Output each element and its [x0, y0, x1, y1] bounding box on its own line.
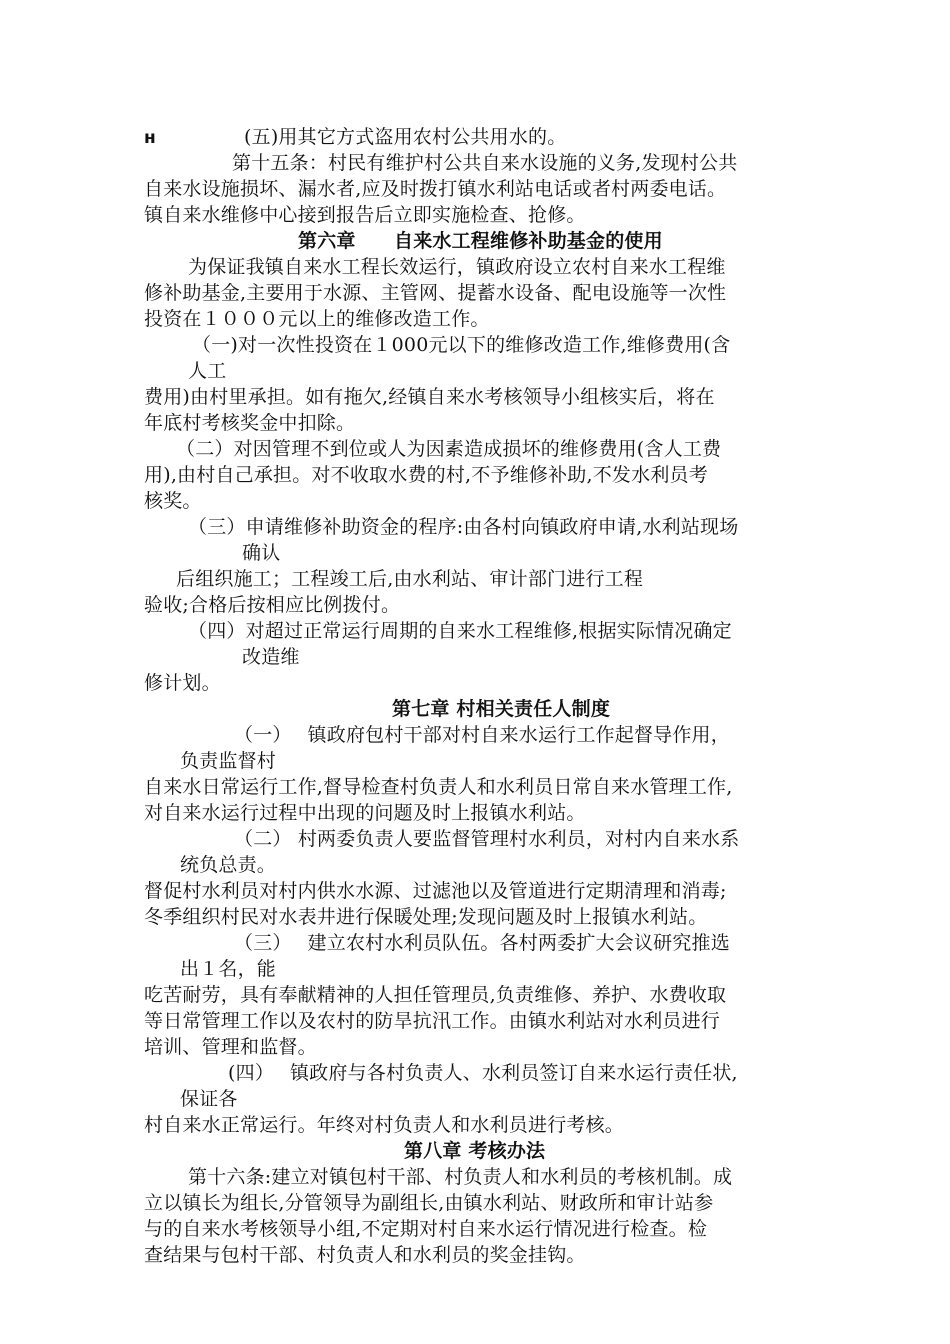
text-line: （一)对一次性投资在１000元以下的维修改造工作,维修费用(含 — [192, 334, 731, 356]
chapter-heading: 第六章 自来水工程维修补助基金的使用 — [298, 230, 663, 252]
text-line: （一） 镇政府包村干部对村自来水运行工作起督导作用， — [234, 724, 730, 746]
text-line: （二） 村两委负责人要监督管理村水利员，对村内自来水系 — [234, 828, 740, 850]
text-line: 自来水日常运行工作,督导检查村负责人和水利员日常自来水管理工作, — [144, 776, 733, 798]
text-line: 修计划。 — [144, 672, 221, 694]
text-line: 对自来水运行过程中出现的问题及时上报镇水利站。 — [144, 802, 586, 824]
text-line: 人工 — [188, 360, 227, 382]
chapter-heading: 第八章 考核办法 — [404, 1140, 546, 1162]
text-line: 修补助基金,主要用于水源、主管网、提蓄水设备、配电设施等一次性 — [144, 282, 727, 304]
stray-mark: ʜ — [144, 128, 156, 148]
text-line: 年底村考核奖金中扣除。 — [144, 412, 356, 434]
text-line: 出１名，能 — [180, 958, 277, 980]
text-line: 吃苦耐劳，具有奉献精神的人担任管理员,负责维修、养护、水费收取 — [144, 984, 727, 1006]
text-line: （二）对因管理不到位或人为因素造成损坏的维修费用(含人工费 — [176, 438, 722, 460]
text-line: 督促村水利员对村内供水水源、过滤池以及管道进行定期清理和消毒; — [144, 880, 727, 902]
text-line: 立以镇长为组长,分管领导为副组长,由镇水利站、财政所和审计站参 — [144, 1192, 714, 1214]
text-line: 镇自来水维修中心接到报告后立即实施检查、抢修。 — [144, 204, 586, 226]
text-line: 查结果与包村干部、村负责人和水利员的奖金挂钩。 — [144, 1244, 586, 1266]
text-line: 第十六条:建立对镇包村干部、村负责人和水利员的考核机制。成 — [188, 1166, 733, 1188]
text-line: 投资在１０００元以上的维修改造工作。 — [144, 308, 490, 330]
text-line: （三）申请维修补助资金的程序:由各村向镇政府申请,水利站现场 — [188, 516, 739, 538]
text-line: 用),由村自己承担。对不收取水费的村,不予维修补助,不发水利员考 — [144, 464, 708, 486]
text-line: 冬季组织村民对水表井进行保暖处理;发现问题及时上报镇水利站。 — [144, 906, 708, 928]
text-line: 第十五条：村民有维护村公共自来水设施的义务,发现村公共 — [232, 152, 738, 174]
text-line: 等日常管理工作以及农村的防旱抗汛工作。由镇水利站对水利员进行 — [144, 1010, 721, 1032]
text-line: (四） 镇政府与各村负责人、水利员签订自来水运行责任状, — [228, 1062, 738, 1084]
text-line: 保证各 — [180, 1088, 238, 1110]
text-line: 核奖。 — [144, 490, 202, 512]
text-line: 自来水设施损坏、漏水者,应及时拨打镇水利站电话或者村两委电话。 — [144, 178, 727, 200]
text-line: 验收;合格后按相应比例拨付。 — [144, 594, 401, 616]
text-line: 改造维 — [242, 646, 300, 668]
text-line: (五)用其它方式盗用农村公共用水的。 — [244, 126, 567, 148]
text-line: 负责监督村 — [180, 750, 277, 772]
text-line: 确认 — [242, 542, 281, 564]
text-line: 后组织施工；工程竣工后,由水利站、审计部门进行工程 — [176, 568, 644, 590]
text-line: 统负总责。 — [180, 854, 277, 876]
text-line: 培训、管理和监督。 — [144, 1036, 317, 1058]
text-line: （三） 建立农村水利员队伍。各村两委扩大会议研究推选 — [234, 932, 730, 954]
text-line: 村自来水正常运行。年终对村负责人和水利员进行考核。 — [144, 1114, 625, 1136]
text-line: 与的自来水考核领导小组,不定期对村自来水运行情况进行检查。检 — [144, 1218, 708, 1240]
text-line: 为保证我镇自来水工程长效运行，镇政府设立农村自来水工程维 — [188, 256, 726, 278]
text-line: 费用)由村里承担。如有拖欠,经镇自来水考核领导小组核实后，将在 — [144, 386, 715, 408]
text-line: （四）对超过正常运行周期的自来水工程维修,根据实际情况确定 — [188, 620, 732, 642]
chapter-heading: 第七章 村相关责任人制度 — [392, 698, 611, 720]
